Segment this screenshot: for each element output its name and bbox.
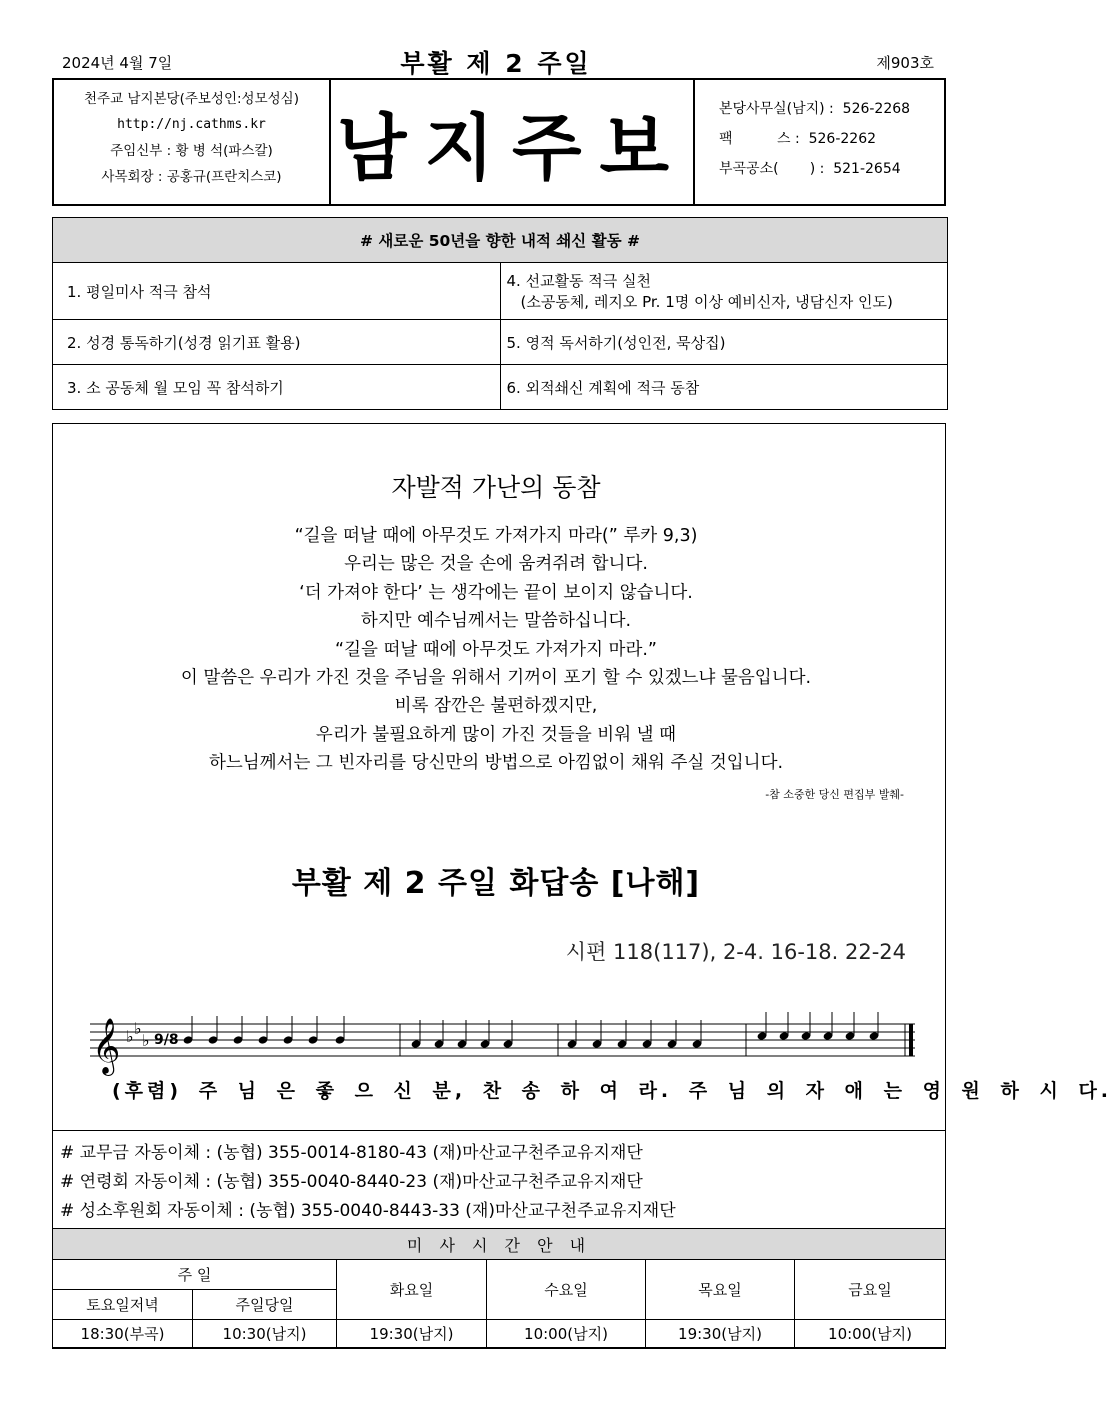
issue-date: 2024년 4월 7일 bbox=[62, 54, 173, 72]
article-line: 이 말씀은 우리가 가진 것을 주님을 위해서 기꺼이 포기 할 수 있겠느냐 물음입니다. bbox=[180, 668, 812, 689]
account-funeral: # 연령회 자동이체 : (농협) 355-0040-8440-23 (재)마산교구천주교유지재단 bbox=[60, 1172, 643, 1192]
activity-4-detail: (소공동체, 레지오 Pr. 1명 이상 예비신자, 냉담신자 인도) bbox=[520, 293, 893, 311]
psalm-title: 부활 제 2 주일 화답송 [나해] bbox=[291, 866, 701, 901]
note-group bbox=[183, 1012, 880, 1049]
mass-time: 19:30(남지) bbox=[337, 1320, 487, 1348]
treble-clef-icon: 𝄞 bbox=[92, 1018, 121, 1074]
bulletin-name: 남지주보 bbox=[336, 106, 688, 190]
bugok-phone: 부곡공소( ) : 521-2654 bbox=[719, 161, 901, 177]
article-body bbox=[0, 522, 992, 778]
article-line: 하느님께서는 그 빈자리를 당신만의 방법으로 아낌없이 채워 주실 것입니다. bbox=[208, 753, 784, 774]
music-score bbox=[90, 1012, 920, 1072]
activity-5: 5. 영적 독서하기(성인전, 묵상집) bbox=[500, 320, 948, 365]
friday-header: 금요일 bbox=[795, 1260, 946, 1320]
activity-2: 2. 성경 통독하기(성경 읽기표 활용) bbox=[53, 320, 501, 365]
article-line: 하지만 예수님께서는 말씀하십니다. bbox=[360, 611, 632, 632]
thursday-header: 목요일 bbox=[646, 1260, 795, 1320]
article-line: 비록 잠깐은 불편하겠지만, bbox=[394, 696, 598, 717]
svg-text:♭: ♭ bbox=[134, 1019, 142, 1038]
activity-6: 6. 외적쇄신 계획에 적극 동참 bbox=[500, 365, 948, 410]
parish-url[interactable]: http://nj.cathms.kr bbox=[117, 117, 266, 132]
parish-name: 천주교 남지본당(주보성인:성모성심) bbox=[84, 91, 299, 107]
mass-time: 18:30(부곡) bbox=[53, 1320, 193, 1348]
masthead bbox=[52, 78, 946, 206]
svg-text:♭: ♭ bbox=[126, 1027, 134, 1046]
article-line: 우리가 불필요하게 많이 가진 것들을 비워 낼 때 bbox=[315, 724, 677, 745]
issue-number: 제903호 bbox=[876, 54, 934, 72]
bulletin-logo bbox=[331, 80, 695, 204]
wednesday-header: 수요일 bbox=[487, 1260, 646, 1320]
article-line: “길을 떠날 때에 아무것도 가져가지 마라.” bbox=[335, 639, 657, 660]
account-tithe: # 교무금 자동이체 : (농협) 355-0014-8180-43 (재)마산교구천주교유지재단 bbox=[60, 1143, 643, 1163]
sunday-day-header: 주일당일 bbox=[193, 1290, 337, 1320]
article-line: 우리는 많은 것을 손에 움켜쥐려 합니다. bbox=[344, 554, 648, 575]
pastor: 주임신부 : 황 병 석(파스칼) bbox=[110, 143, 273, 159]
activity-3: 3. 소 공동체 월 모임 꼭 참석하기 bbox=[53, 365, 501, 410]
svg-text:♭: ♭ bbox=[142, 1031, 150, 1050]
saturday-evening-header: 토요일저녁 bbox=[53, 1290, 193, 1320]
divider bbox=[52, 1130, 946, 1131]
article-line: ‘더 가져야 한다’ 는 생각에는 끝이 보이지 않습니다. bbox=[299, 582, 693, 603]
time-signature: 9/8 bbox=[154, 1032, 179, 1048]
activity-4-title: 4. 선교활동 적극 실천 bbox=[506, 272, 652, 290]
council-chair: 사목회장 : 공홍규(프란치스코) bbox=[101, 169, 282, 185]
mass-time: 10:00(남지) bbox=[487, 1320, 646, 1348]
office-phone: 본당사무실(남지) : 526-2268 bbox=[719, 101, 911, 117]
psalm-refrain: (후렴) 주 님 은 좋 으 신 분, 찬 송 하 여 라. 주 님 의 자 애 는 영 원 하 시 다. bbox=[112, 1080, 1112, 1102]
activity-1: 1. 평일미사 적극 참석 bbox=[53, 263, 501, 320]
account-vocation: # 성소후원회 자동이체 : (농협) 355-0040-8443-33 (재)마산교구천주교유지재단 bbox=[60, 1201, 676, 1221]
article-credit: -참 소중한 당신 편집부 발췌- bbox=[765, 788, 904, 801]
activities-table bbox=[52, 217, 948, 410]
activities-title: # 새로운 50년을 향한 내적 쇄신 활동 # bbox=[53, 218, 948, 263]
article-line: “길을 떠날 때에 아무것도 가져가지 마라(” 루카 9,3) bbox=[294, 526, 698, 546]
psalm-reference: 시편 118(117), 2-4. 16-18. 22-24 bbox=[565, 940, 906, 964]
tuesday-header: 화요일 bbox=[337, 1260, 487, 1320]
mass-time: 10:00(남지) bbox=[795, 1320, 946, 1348]
parish-info bbox=[54, 80, 331, 204]
activity-4 bbox=[500, 263, 948, 320]
contact-info bbox=[693, 80, 944, 204]
page-title: 부활 제 2 주일 bbox=[400, 49, 592, 78]
fax-number: 팩 스 : 526-2262 bbox=[719, 131, 877, 147]
mass-time: 10:30(남지) bbox=[193, 1320, 337, 1348]
mass-schedule-title: 미 사 시 간 안 내 bbox=[53, 1229, 946, 1260]
article-title: 자발적 가난의 동참 bbox=[391, 473, 601, 502]
mass-time: 19:30(남지) bbox=[646, 1320, 795, 1348]
mass-schedule-table bbox=[52, 1228, 946, 1348]
sunday-header: 주 일 bbox=[53, 1260, 337, 1290]
